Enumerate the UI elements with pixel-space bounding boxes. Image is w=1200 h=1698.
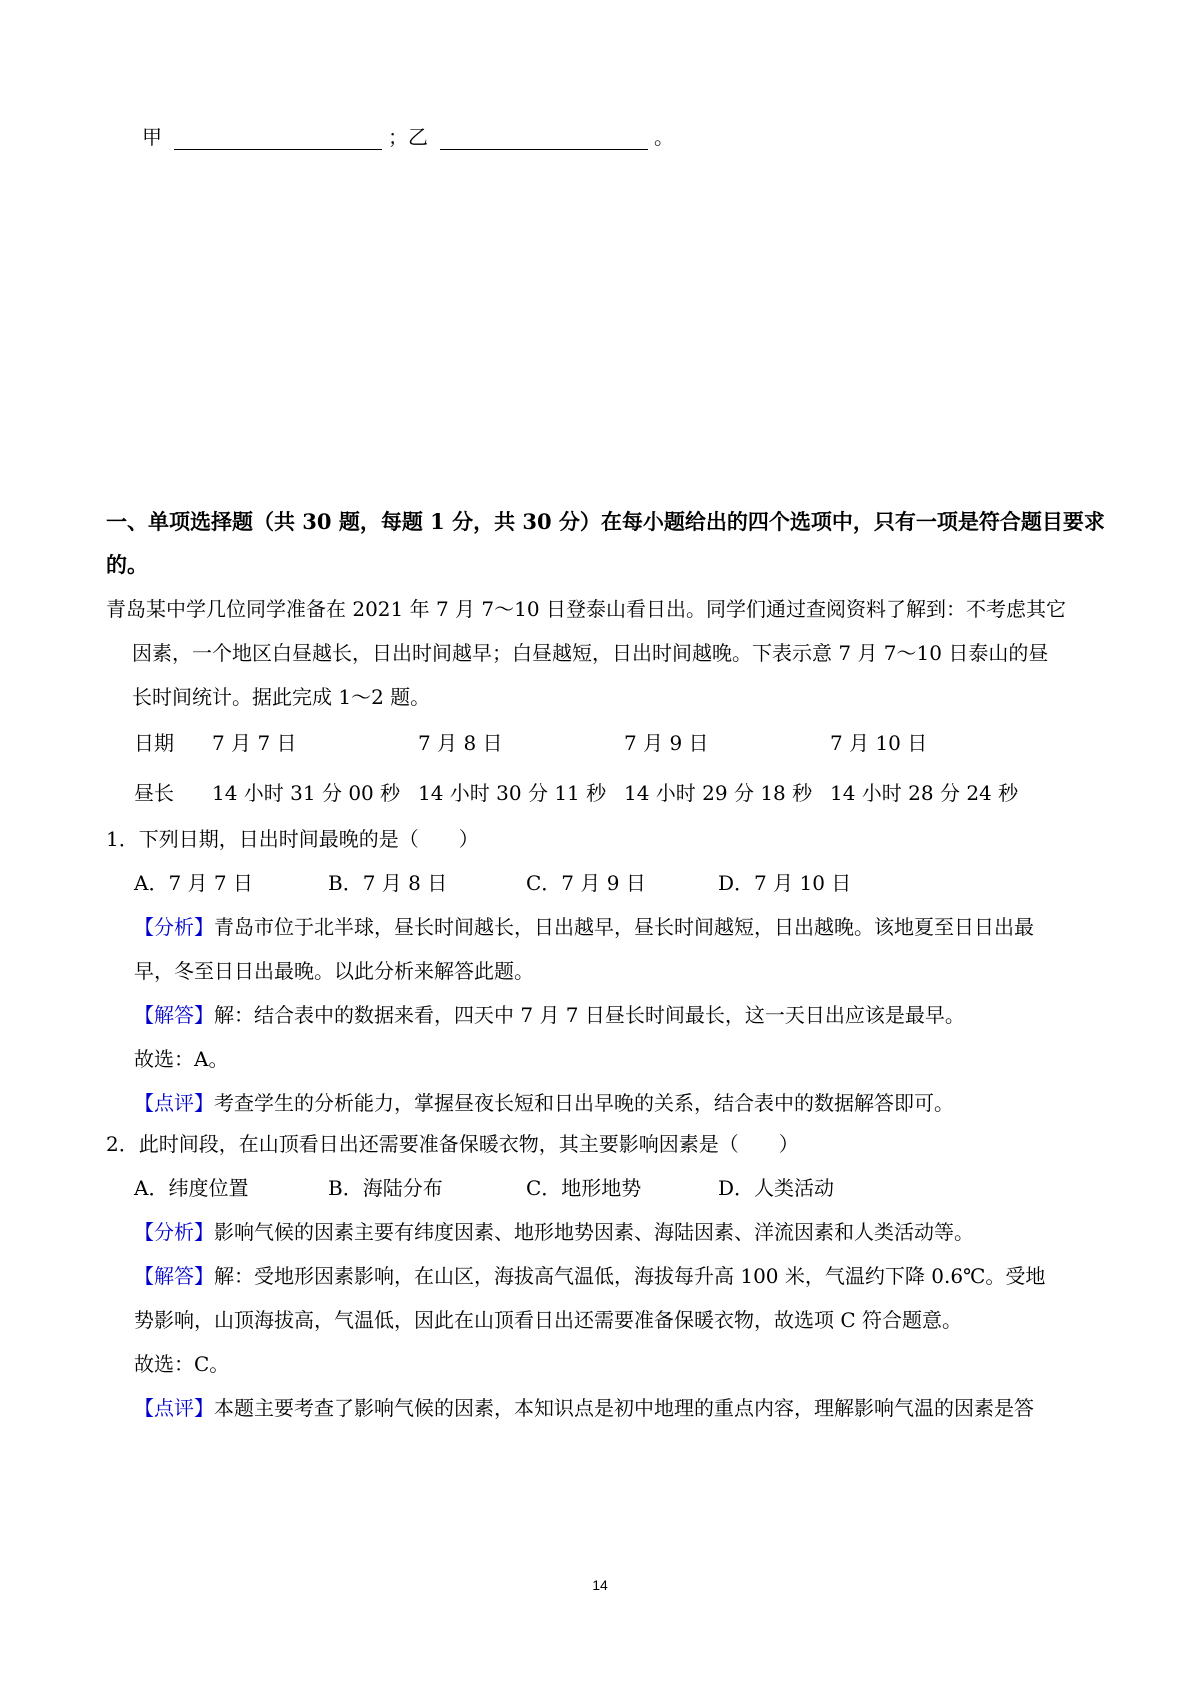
section-heading-line-1: 一、单项选择题（共 30 题，每题 1 分，共 30 分）在每小题给出的四个选项中，只有一项是符合题目要求 <box>106 509 1105 534</box>
table-cell-date: 7 月 9 日 <box>624 731 709 755</box>
q2-option-b[interactable]: B．海陆分布 <box>328 1176 443 1200</box>
table-cell-length: 14 小时 29 分 18 秒 <box>624 781 813 805</box>
table-cell-length: 14 小时 30 分 11 秒 <box>418 781 607 805</box>
q1-comment-line <box>134 1090 954 1116</box>
q1-analysis-line-2: 早，冬至日日出最晚。以此分析来解答此题。 <box>134 959 534 983</box>
section-heading-line-2: 的。 <box>106 552 148 577</box>
q2-comment-text: 本题主要考查了影响气候的因素，本知识点是初中地理的重点内容，理解影响气温的因素是答 <box>214 1396 1034 1420</box>
q2-analysis-tag: 【分析】 <box>134 1220 214 1244</box>
q2-analysis-line <box>134 1219 974 1245</box>
table-header-date: 日期 <box>134 731 174 755</box>
q2-option-c[interactable]: C．地形地势 <box>526 1176 642 1200</box>
q2-answer-text: 解：受地形因素影响，在山区，海拔高气温低，海拔每升高 100 米，气温约下降 0.6℃。受地 <box>214 1264 1046 1288</box>
q2-stem: 2．此时间段，在山顶看日出还需要准备保暖衣物，其主要影响因素是（ ） <box>106 1132 799 1156</box>
label-yi: ；乙 <box>388 125 428 149</box>
q1-choice: 故选：A。 <box>134 1047 229 1071</box>
q1-option-c[interactable]: C．7 月 9 日 <box>526 871 646 895</box>
q2-option-a[interactable]: A．纬度位置 <box>134 1176 249 1200</box>
blank-jia[interactable] <box>174 127 382 150</box>
table-header-length: 昼长 <box>134 781 174 805</box>
q1-answer-text: 解：结合表中的数据来看，四天中 7 月 7 日昼长时间最长，这一天日出应该是最早。 <box>214 1003 965 1027</box>
table-cell-date: 7 月 7 日 <box>212 731 297 755</box>
q1-answer-line <box>134 1002 965 1028</box>
q1-comment-tag: 【点评】 <box>134 1091 214 1115</box>
q1-analysis-text: 青岛市位于北半球，昼长时间越长，日出越早，昼长时间越短，日出越晚。该地夏至日日出最 <box>214 915 1034 939</box>
intro-line-1: 青岛某中学几位同学准备在 2021 年 7 月 7～10 日登泰山看日出。同学们通过查阅资料了解到：不考虑其它 <box>106 597 1066 621</box>
intro-line-2: 因素，一个地区白昼越长，日出时间越早；白昼越短，日出时间越晚。下表示意 7 月 7～10 日泰山的昼 <box>132 641 1049 665</box>
q2-answer-line-1 <box>134 1263 1045 1289</box>
q1-option-b[interactable]: B．7 月 8 日 <box>328 871 448 895</box>
label-jia: 甲 <box>142 125 162 149</box>
intro-line-3: 长时间统计。据此完成 1～2 题。 <box>132 685 431 709</box>
q2-comment-line <box>134 1395 1034 1421</box>
table-cell-length: 14 小时 28 分 24 秒 <box>830 781 1019 805</box>
q2-choice: 故选：C。 <box>134 1352 230 1376</box>
q2-analysis-text: 影响气候的因素主要有纬度因素、地形地势因素、海陆因素、洋流因素和人类活动等。 <box>214 1220 974 1244</box>
table-cell-length: 14 小时 31 分 00 秒 <box>212 781 401 805</box>
fill-line-end: 。 <box>654 125 674 149</box>
table-cell-date: 7 月 10 日 <box>830 731 928 755</box>
q1-analysis-line-1 <box>134 914 1034 940</box>
page-number: 14 <box>592 1577 608 1593</box>
q1-answer-tag: 【解答】 <box>134 1003 214 1027</box>
q1-analysis-tag: 【分析】 <box>134 915 214 939</box>
fill-in-line <box>142 124 674 150</box>
q2-comment-tag: 【点评】 <box>134 1396 214 1420</box>
blank-yi[interactable] <box>440 127 648 150</box>
q1-option-d[interactable]: D．7 月 10 日 <box>718 871 852 895</box>
q2-option-d[interactable]: D．人类活动 <box>718 1176 835 1200</box>
q1-comment-text: 考查学生的分析能力，掌握昼夜长短和日出早晚的关系，结合表中的数据解答即可。 <box>214 1091 954 1115</box>
q2-answer-line-2: 势影响，山顶海拔高，气温低，因此在山顶看日出还需要准备保暖衣物，故选项 C 符合题意。 <box>134 1308 963 1332</box>
q1-stem: 1．下列日期，日出时间最晚的是（ ） <box>106 827 479 851</box>
q1-option-a[interactable]: A．7 月 7 日 <box>134 871 253 895</box>
q2-answer-tag: 【解答】 <box>134 1264 214 1288</box>
table-cell-date: 7 月 8 日 <box>418 731 503 755</box>
